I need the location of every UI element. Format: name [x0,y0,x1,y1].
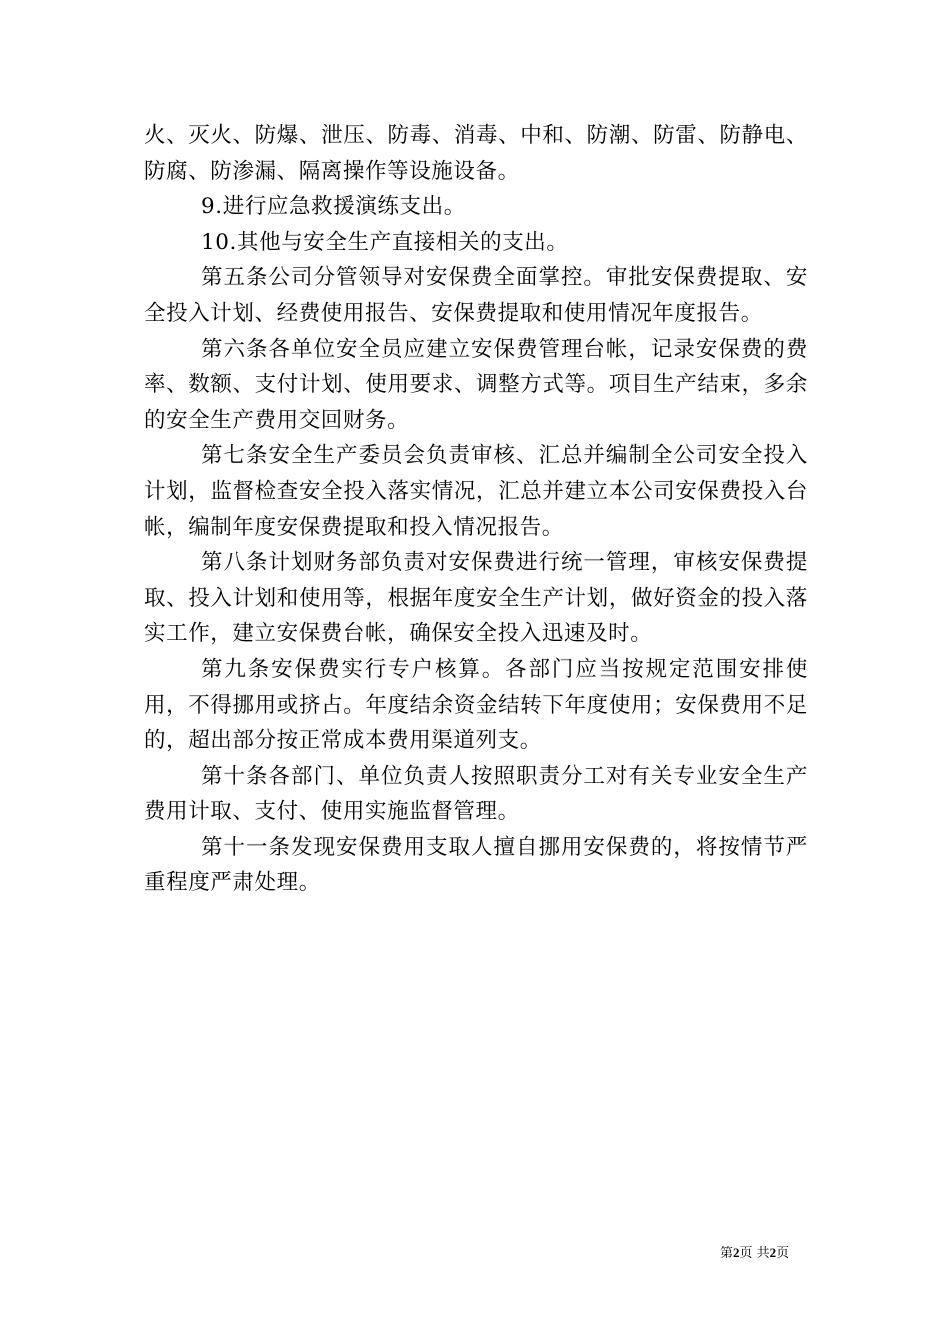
paragraph-article-5: 第五条公司分管领导对安保费全面掌控。审批安保费提取、安全投入计划、经费使用报告、安保费提取和使用情况年度报告。 [144,265,808,326]
paragraph-article-11: 第十一条发现安保费用支取人擅自挪用安保费的，将按情节严重程度严肃处理。 [144,834,808,896]
footer-middle: 页 共 [739,1246,770,1261]
footer-total-pages: 2 [769,1245,777,1260]
paragraph-continuation: 火、灭火、防爆、泄压、防毒、消毒、中和、防潮、防雷、防静电、防腐、防渗漏、隔离操作等设施设备。 [144,123,808,184]
paragraph-article-6: 第六条各单位安全员应建立安保费管理台帐，记录安保费的费率、数额、支付计划、使用要求、调整方式等。项目生产结束，多余的安全生产费用交回财务。 [144,336,808,433]
paragraph-article-9: 第九条安保费实行专户核算。各部门应当按规定范围安排使用，不得挪用或挤占。年度结余资金结转下年度使用；安保费用不足的，超出部分按正常成本费用渠道列支。 [144,656,808,754]
paragraph-item-9: 9.进行应急救援演练支出。 [201,194,466,220]
paragraph-item-10: 10.其他与安全生产直接相关的支出。 [201,229,569,255]
footer-prefix: 第 [720,1246,734,1261]
document-body [144,118,808,901]
paragraph-article-8: 第八条计划财务部负责对安保费进行统一管理，审核安保费提取、投入计划和使用等，根据年度安全生产计划，做好资金的投入落实工作，建立安保费台帐，确保安全投入迅速及时。 [144,550,808,647]
page-footer [720,1245,789,1262]
paragraph-article-10: 第十条各部门、单位负责人按照职责分工对有关专业安全生产费用计取、支付、使用实施监督管理。 [144,763,808,825]
footer-current-page: 2 [733,1245,740,1260]
footer-suffix: 页 [776,1246,790,1261]
paragraph-article-7: 第七条安全生产委员会负责审核、汇总并编制全公司安全投入计划，监督检查安全投入落实情况，汇总并建立本公司安保费投入台帐，编制年度安保费提取和投入情况报告。 [144,443,808,540]
